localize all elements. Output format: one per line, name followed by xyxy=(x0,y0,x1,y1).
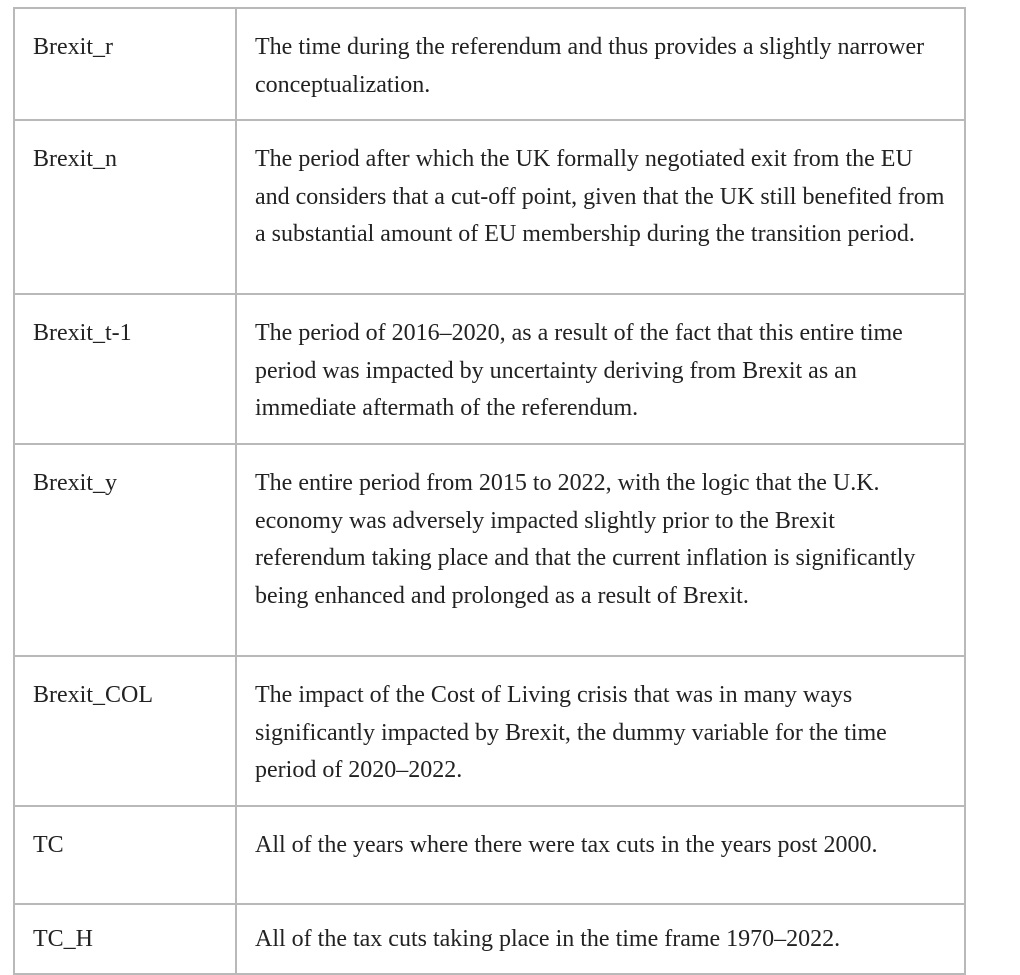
table-row xyxy=(14,120,965,294)
definition-cell: The period of 2016–2020, as a result of the fact that this entire time period was impacted by uncertainty deriving from Brexit as an immediate aftermath of the referendum. xyxy=(236,294,965,444)
table-row xyxy=(14,904,965,975)
definition-cell: All of the tax cuts taking place in the time frame 1970–2022. xyxy=(236,904,965,975)
table-row xyxy=(14,294,965,444)
term-cell: Brexit_COL xyxy=(14,656,236,806)
term-cell: TC_H xyxy=(14,904,236,975)
definition-cell: The period after which the UK formally negotiated exit from the EU and considers that a cut-off point, given that the UK still benefited from a substantial amount of EU membership during the transition period. xyxy=(236,120,965,294)
term-cell: Brexit_t-1 xyxy=(14,294,236,444)
definition-cell: The time during the referendum and thus provides a slightly narrower conceptualization. xyxy=(236,8,965,120)
definitions-table-container xyxy=(13,7,964,975)
definition-cell: The entire period from 2015 to 2022, with the logic that the U.K. economy was adversely impacted slightly prior to the Brexit referendum taking place and that the current inflation is significantly being enhanced and prolonged as a result of Brexit. xyxy=(236,444,965,656)
term-cell: Brexit_n xyxy=(14,120,236,294)
term-cell: TC xyxy=(14,806,236,904)
definition-cell: The impact of the Cost of Living crisis that was in many ways significantly impacted by Brexit, the dummy variable for the time period of 2020–2022. xyxy=(236,656,965,806)
term-cell: Brexit_r xyxy=(14,8,236,120)
definitions-table xyxy=(13,7,966,975)
table-row xyxy=(14,656,965,806)
table-row xyxy=(14,806,965,904)
table-row xyxy=(14,444,965,656)
term-cell: Brexit_y xyxy=(14,444,236,656)
table-row xyxy=(14,8,965,120)
definition-cell: All of the years where there were tax cuts in the years post 2000. xyxy=(236,806,965,904)
